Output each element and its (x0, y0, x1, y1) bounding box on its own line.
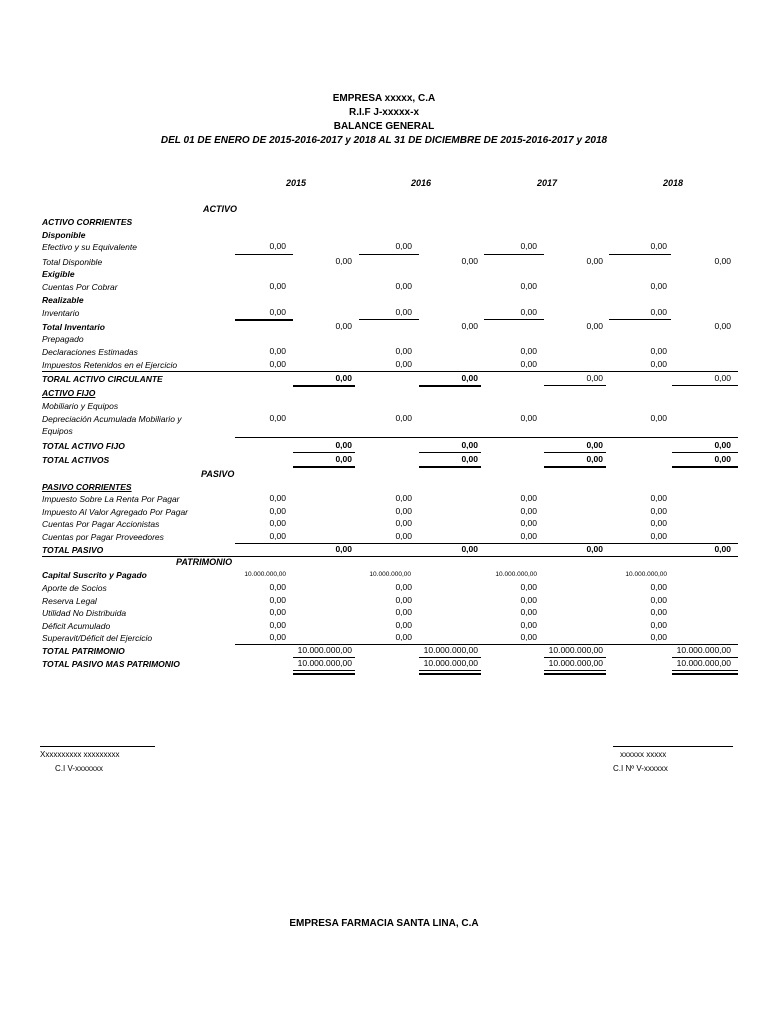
value-cell: 0,00 (520, 620, 537, 630)
value-cell: 0,00 (269, 493, 286, 503)
value-cell: 0,00 (586, 373, 603, 383)
rule (544, 385, 606, 386)
row-label-total-pasivo-patrimonio: TOTAL PASIVO MAS PATRIMONIO (42, 659, 180, 669)
value-cell: 0,00 (650, 281, 667, 291)
value-cell: 0,00 (714, 321, 731, 331)
value-cell: 10.000.000,00 (297, 658, 352, 668)
row-label-cuentas-por-cobrar: Cuentas Por Cobrar (42, 282, 118, 292)
footer-company: EMPRESA FARMACIA SANTA LINA, C.A (289, 918, 479, 929)
value-cell: 0,00 (650, 506, 667, 516)
value-cell: 0,00 (714, 373, 731, 383)
row-label-activo-corrientes: ACTIVO CORRIENTES (42, 217, 133, 227)
value-cell: 0,00 (650, 518, 667, 528)
rule (672, 466, 738, 468)
row-label-declaraciones: Declaraciones Estimadas (42, 347, 138, 357)
value-cell: 0,00 (395, 620, 412, 630)
value-cell: 0,00 (335, 440, 352, 450)
rule (293, 452, 355, 453)
value-cell: 0,00 (650, 531, 667, 541)
rule (293, 385, 355, 387)
value-cell: 0,00 (650, 413, 667, 423)
value-cell: 0,00 (520, 595, 537, 605)
value-cell: 10.000.000,00 (676, 645, 731, 655)
value-cell: 0,00 (269, 359, 286, 369)
rule (419, 673, 481, 675)
row-label-cxp-proveedores: Cuentas por Pagar Proveedores (42, 532, 164, 542)
rule (293, 466, 355, 468)
value-cell: 10.000.000,00 (495, 571, 537, 578)
value-cell: 0,00 (650, 493, 667, 503)
year-2016: 2016 (411, 178, 432, 188)
value-cell: 10.000.000,00 (423, 645, 478, 655)
value-cell: 0,00 (650, 607, 667, 617)
rule (609, 254, 671, 255)
report-period: DEL 01 DE ENERO DE 2015-2016-2017 y 2018 AL 31 DE DICIEMBRE DE 2015-2016-2017 y 2018 (160, 135, 608, 146)
rule (419, 466, 481, 468)
value-cell: 0,00 (335, 321, 352, 331)
value-cell: 0,00 (650, 582, 667, 592)
rule (293, 670, 355, 671)
rule (672, 670, 738, 671)
row-label-prepagado: Prepagado (42, 334, 84, 344)
signature-left-name: Xxxxxxxxxx xxxxxxxxx (40, 750, 120, 759)
value-cell: 0,00 (520, 346, 537, 356)
year-2015: 2015 (286, 178, 307, 188)
value-cell: 0,00 (520, 582, 537, 592)
rule (544, 670, 606, 671)
row-label-mobiliario: Mobiliario y Equipos (42, 401, 119, 411)
signature-right-id: C.I Nº V-xxxxxx (613, 764, 668, 773)
value-cell: 0,00 (335, 454, 352, 464)
value-cell: 0,00 (650, 307, 667, 317)
value-cell: 0,00 (269, 241, 286, 251)
rule (235, 319, 293, 321)
year-2017: 2017 (537, 178, 558, 188)
value-cell: 0,00 (269, 607, 286, 617)
row-label-realizable: Realizable (42, 295, 84, 305)
row-label-disponible: Disponible (42, 230, 86, 240)
value-cell: 0,00 (461, 256, 478, 266)
row-label-total-activo-circulante: TORAL ACTIVO CIRCULANTE (42, 374, 163, 384)
value-cell: 0,00 (461, 454, 478, 464)
value-cell: 0,00 (395, 607, 412, 617)
rule (544, 673, 606, 675)
value-cell: 0,00 (395, 493, 412, 503)
value-cell: 0,00 (461, 321, 478, 331)
row-label-capital: Capital Suscrito y Pagado (42, 570, 147, 580)
row-label-total-pasivo: TOTAL PASIVO (42, 545, 104, 555)
rule (42, 371, 738, 372)
rule (544, 466, 606, 468)
value-cell: 0,00 (461, 440, 478, 450)
rule (609, 319, 671, 320)
value-cell: 0,00 (586, 256, 603, 266)
rule (672, 673, 738, 675)
value-cell: 0,00 (650, 346, 667, 356)
section-patrimonio: PATRIMONIO (176, 557, 233, 567)
rule (672, 385, 738, 386)
value-cell: 0,00 (395, 281, 412, 291)
value-cell: 0,00 (586, 321, 603, 331)
row-label-total-activos: TOTAL ACTIVOS (42, 455, 110, 465)
value-cell: 0,00 (714, 256, 731, 266)
signature-right-name: xxxxxx xxxxx (620, 750, 667, 759)
year-2018: 2018 (663, 178, 684, 188)
company-name: EMPRESA xxxxx, C.A (332, 93, 436, 104)
value-cell: 0,00 (269, 620, 286, 630)
signature-line-left (40, 746, 155, 747)
row-label-total-disponible: Total Disponible (42, 257, 103, 267)
value-cell: 10.000.000,00 (297, 645, 352, 655)
value-cell: 0,00 (335, 256, 352, 266)
value-cell: 0,00 (714, 544, 731, 554)
value-cell: 0,00 (650, 241, 667, 251)
value-cell: 0,00 (650, 595, 667, 605)
value-cell: 0,00 (650, 620, 667, 630)
value-cell: 0,00 (520, 281, 537, 291)
rule (235, 254, 293, 255)
value-cell: 0,00 (520, 241, 537, 251)
rule (359, 319, 419, 320)
value-cell: 0,00 (650, 359, 667, 369)
signature-line-right (613, 746, 733, 747)
value-cell: 0,00 (395, 307, 412, 317)
value-cell: 0,00 (650, 632, 667, 642)
value-cell: 0,00 (269, 595, 286, 605)
row-label-pasivo-corrientes: PASIVO CORRIENTES (42, 482, 132, 492)
value-cell: 0,00 (395, 241, 412, 251)
row-label-efectivo: Efectivo y su Equivalente (42, 242, 137, 252)
value-cell: 0,00 (269, 531, 286, 541)
company-rif: R.I.F J-xxxxx-x (348, 107, 420, 118)
value-cell: 0,00 (395, 506, 412, 516)
rule (484, 254, 544, 255)
value-cell: 10.000.000,00 (244, 571, 286, 578)
section-pasivo: PASIVO (201, 469, 235, 479)
value-cell: 0,00 (395, 518, 412, 528)
value-cell: 0,00 (520, 413, 537, 423)
rule (419, 670, 481, 671)
rule (293, 673, 355, 675)
rule (484, 319, 544, 320)
value-cell: 0,00 (395, 582, 412, 592)
value-cell: 0,00 (269, 506, 286, 516)
value-cell: 0,00 (714, 440, 731, 450)
section-activo: ACTIVO (203, 204, 238, 214)
row-label-inventario: Inventario (42, 308, 80, 318)
row-label-exigible: Exigible (42, 269, 75, 279)
signature-left-id: C.I V-xxxxxxx (55, 764, 104, 773)
rule (672, 452, 738, 453)
row-label-utilidad: Utilidad No Distribuida (42, 608, 127, 618)
value-cell: 0,00 (395, 632, 412, 642)
value-cell: 0,00 (395, 595, 412, 605)
rule (42, 556, 738, 557)
rule (235, 437, 738, 438)
value-cell: 0,00 (520, 493, 537, 503)
value-cell: 0,00 (586, 454, 603, 464)
value-cell: 0,00 (714, 454, 731, 464)
value-cell: 0,00 (269, 413, 286, 423)
value-cell: 0,00 (269, 518, 286, 528)
row-label-depreciacion: Depreciación Acumulada Mobiliario y Equipos (42, 414, 182, 436)
value-cell: 0,00 (520, 359, 537, 369)
value-cell: 0,00 (395, 346, 412, 356)
row-label-total-inventario: Total Inventario (42, 322, 105, 332)
value-cell: 10.000.000,00 (369, 571, 411, 578)
row-label-total-activo-fijo: TOTAL ACTIVO FIJO (42, 441, 125, 451)
value-cell: 0,00 (520, 506, 537, 516)
row-label-cxp-accionistas: Cuentas Por Pagar Accionistas (42, 519, 160, 529)
row-label-aporte: Aporte de Socios (42, 583, 107, 593)
value-cell: 0,00 (395, 413, 412, 423)
value-cell: 10.000.000,00 (423, 658, 478, 668)
value-cell: 0,00 (269, 307, 286, 317)
value-cell: 0,00 (269, 582, 286, 592)
value-cell: 0,00 (586, 544, 603, 554)
value-cell: 0,00 (461, 373, 478, 383)
value-cell: 0,00 (395, 531, 412, 541)
value-cell: 0,00 (269, 632, 286, 642)
rule (359, 254, 419, 255)
value-cell: 0,00 (520, 632, 537, 642)
row-label-islr: Impuesto Sobre La Renta Por Pagar (42, 494, 180, 504)
row-label-reserva: Reserva Legal (42, 596, 97, 606)
value-cell: 0,00 (395, 359, 412, 369)
value-cell: 0,00 (335, 544, 352, 554)
rule (419, 452, 481, 453)
report-title: BALANCE GENERAL (333, 121, 435, 132)
row-label-total-patrimonio: TOTAL PATRIMONIO (42, 646, 125, 656)
row-label-deficit: Déficit Acumulado (42, 621, 111, 631)
value-cell: 10.000.000,00 (548, 658, 603, 668)
rule (544, 452, 606, 453)
value-cell: 0,00 (520, 307, 537, 317)
row-label-impuestos-retenidos: Impuestos Retenidos en el Ejercicio (42, 360, 178, 370)
value-cell: 0,00 (269, 281, 286, 291)
row-label-activo-fijo: ACTIVO FIJO (42, 388, 96, 398)
value-cell: 0,00 (520, 607, 537, 617)
value-cell: 0,00 (520, 518, 537, 528)
value-cell: 0,00 (586, 440, 603, 450)
rule (419, 385, 481, 387)
value-cell: 10.000.000,00 (548, 645, 603, 655)
value-cell: 0,00 (335, 373, 352, 383)
value-cell: 10.000.000,00 (676, 658, 731, 668)
row-label-superavit: Superavit/Déficit del Ejercicio (42, 633, 153, 643)
value-cell: 0,00 (520, 531, 537, 541)
row-label-iva: Impuesto Al Valor Agregado Por Pagar (42, 507, 188, 517)
value-cell: 0,00 (461, 544, 478, 554)
value-cell: 0,00 (269, 346, 286, 356)
value-cell: 10.000.000,00 (625, 571, 667, 578)
